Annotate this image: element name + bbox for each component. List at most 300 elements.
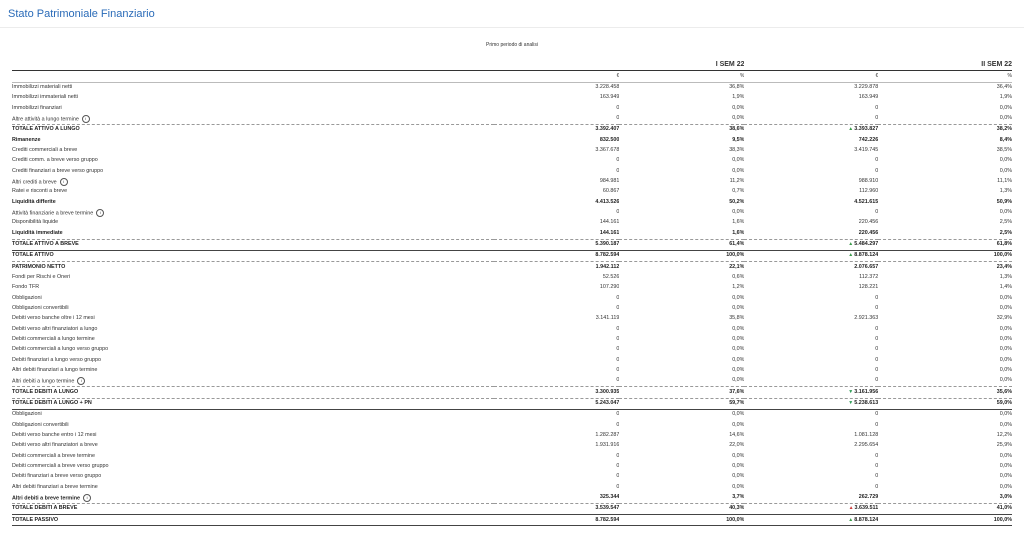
value-period-1: 0	[494, 114, 619, 125]
pct-period-2: 0,0%	[999, 483, 1012, 490]
value-period-2	[744, 355, 878, 365]
row-label	[12, 218, 494, 228]
value-period-1: 0	[616, 325, 620, 332]
table-row	[12, 273, 1012, 283]
trend-up-icon: ▲	[848, 126, 854, 133]
row-label-text: Debiti verso altri finanziatori a lungo	[12, 325, 98, 332]
pct-period-2: 100,0%	[878, 250, 1012, 261]
pct-period-1: 1,9%	[732, 94, 745, 101]
pct-period-2: 1,3%	[999, 188, 1012, 195]
unit-pct-1: %	[619, 71, 744, 82]
unit-spacer	[12, 71, 494, 82]
row-label	[12, 283, 494, 293]
pct-period-2: 0,0%	[999, 356, 1012, 363]
pct-period-1: 50,2%	[729, 198, 745, 205]
row-label-text: TOTALE ATTIVO A BREVE	[12, 241, 79, 248]
table-row	[12, 197, 1012, 207]
pct-period-2: 0,0%	[999, 325, 1012, 332]
table-row	[12, 472, 1012, 482]
value-period-2-text: 262.729	[858, 493, 879, 500]
row-label	[12, 250, 494, 261]
value-period-1: 0	[616, 335, 620, 342]
value-period-2-text: 0	[875, 411, 879, 418]
table-row	[12, 314, 1012, 324]
value-period-1: 107.290	[599, 284, 620, 291]
period-2-header: II SEM 22	[744, 60, 1012, 71]
value-period-1: 0	[616, 305, 620, 311]
table-row	[12, 366, 1012, 376]
value-period-1: 0	[616, 346, 620, 353]
row-label	[12, 177, 494, 187]
value-period-2	[744, 283, 878, 293]
row-label	[12, 324, 494, 334]
row-label-text: Obbligazioni	[12, 294, 42, 301]
value-period-2	[744, 482, 878, 492]
pct-period-2: 0,0%	[999, 452, 1012, 459]
value-period-1: 1.282.287	[595, 431, 620, 438]
value-period-2	[744, 376, 878, 387]
pct-period-2: 35,6%	[878, 387, 1012, 398]
value-period-2	[744, 451, 878, 461]
row-label	[12, 366, 494, 376]
value-period-1: 325.344	[494, 492, 619, 503]
value-period-2	[744, 366, 878, 376]
row-label	[12, 228, 494, 239]
pct-period-2: 0,0%	[878, 114, 1012, 125]
balance-sheet-table	[12, 60, 1012, 526]
pct-period-1: 0,6%	[732, 274, 745, 281]
table-row	[12, 387, 1012, 398]
pct-period-2: 61,8%	[878, 239, 1012, 250]
pct-period-2: 3,0%	[878, 492, 1012, 503]
pct-period-2: 38,5%	[996, 147, 1012, 154]
value-period-1: 3.539.547	[494, 503, 619, 514]
table-row	[12, 324, 1012, 334]
table-row	[12, 156, 1012, 166]
row-label-text: Fondo TFR	[12, 284, 40, 291]
value-period-2-text: 0	[875, 305, 879, 311]
value-period-1: 0	[616, 462, 620, 469]
row-label	[12, 197, 494, 207]
table-row	[12, 208, 1012, 218]
value-period-2	[744, 273, 878, 283]
value-period-1: 0	[616, 473, 620, 480]
row-label	[12, 208, 494, 218]
trend-up-icon: ▲	[848, 241, 854, 248]
value-period-2-text: 128.221	[858, 284, 879, 291]
value-period-2	[744, 324, 878, 334]
pct-period-1: 22,0%	[729, 442, 745, 449]
row-label	[12, 304, 494, 314]
pct-period-1: 0,0%	[732, 462, 745, 469]
row-label-text: Fondi per Rischi e Oneri	[12, 274, 71, 281]
table-row	[12, 93, 1012, 103]
value-period-2-text: 2.076.657	[854, 263, 879, 270]
pct-period-1: 11,2%	[729, 178, 745, 185]
value-period-2	[744, 335, 878, 345]
value-period-2-text: 163.949	[858, 94, 879, 101]
pct-period-1: 9,5%	[732, 136, 745, 143]
pct-period-2: 36,4%	[996, 84, 1012, 91]
pct-period-1: 0,7%	[732, 188, 745, 195]
table-row	[12, 114, 1012, 125]
value-period-2	[744, 250, 878, 261]
row-label-text: Crediti commerciali a breve	[12, 147, 78, 154]
table-row	[12, 304, 1012, 314]
table-row	[12, 335, 1012, 345]
value-period-2-text: 3.639.511	[854, 505, 879, 512]
row-label-text: Obbligazioni convertibili	[12, 305, 69, 311]
value-period-1: 0	[616, 104, 620, 111]
row-label-text: Debiti commerciali a lungo verso gruppo	[12, 346, 109, 353]
pct-period-1: 0,0%	[732, 305, 745, 311]
pct-period-1: 22,1%	[729, 263, 745, 270]
value-period-2-text: 3.393.827	[854, 126, 879, 133]
value-period-2	[744, 82, 878, 93]
pct-period-1: 0,0%	[732, 411, 745, 418]
value-period-1: 0	[616, 452, 620, 459]
value-period-1: 0	[494, 376, 619, 387]
pct-period-1: 0,0%	[732, 294, 745, 301]
pct-period-2: 0,0%	[878, 376, 1012, 387]
row-label-text: TOTALE PASSIVO	[12, 516, 59, 523]
row-label-text: Debiti verso banche entro i 12 mesi	[12, 431, 97, 438]
trend-up-icon: ▲	[848, 252, 854, 259]
table-row	[12, 345, 1012, 355]
pct-period-2: 32,9%	[996, 315, 1012, 322]
row-label-text: TOTALE ATTIVO A LUNGO	[12, 126, 80, 133]
trend-up-icon: ▲	[848, 516, 854, 523]
value-period-2-text: 0	[875, 115, 879, 122]
table-row	[12, 515, 1012, 526]
pct-period-2: 38,2%	[996, 126, 1012, 133]
value-period-2-text: 2.295.654	[854, 442, 879, 449]
header-spacer	[12, 60, 494, 71]
value-period-2	[744, 187, 878, 197]
value-period-2-text: 0	[875, 209, 879, 216]
pct-period-2: 59,0%	[878, 398, 1012, 409]
value-period-2	[744, 304, 878, 314]
row-label-text: Altri debiti finanziari a breve termine	[12, 483, 98, 490]
value-period-1: 5.390.187	[494, 239, 619, 250]
row-label	[12, 472, 494, 482]
value-period-2	[744, 177, 878, 187]
value-period-2	[744, 409, 878, 420]
row-label	[12, 135, 494, 145]
table-row	[12, 82, 1012, 93]
value-period-2	[744, 461, 878, 471]
value-period-2-text: 220.456	[858, 229, 879, 236]
pct-period-2: 0,0%	[999, 157, 1012, 164]
table-row	[12, 250, 1012, 261]
unit-pct-2: %	[878, 71, 1012, 82]
info-icon[interactable]: i	[83, 494, 91, 502]
value-period-2	[744, 208, 878, 218]
value-period-2-text: 0	[875, 462, 879, 469]
title-divider	[0, 27, 1024, 28]
unit-row	[12, 71, 1012, 82]
pct-period-2: 0,0%	[999, 366, 1012, 373]
value-period-2-text: 8.878.124	[854, 252, 879, 259]
row-label	[12, 387, 494, 398]
value-period-2-text: 220.456	[858, 219, 879, 226]
row-label	[12, 114, 494, 125]
row-label-text: Immobilizzi immateriali netti	[12, 94, 78, 101]
table-row	[12, 420, 1012, 430]
value-period-2-text: 0	[875, 473, 879, 480]
pct-period-1: 0,0%	[732, 157, 745, 164]
trend-warning-icon: ▲	[848, 505, 854, 512]
value-period-1: 832.500	[599, 136, 620, 143]
pct-period-2: 41,0%	[878, 503, 1012, 514]
table-row	[12, 228, 1012, 239]
pct-period-2: 12,2%	[996, 431, 1012, 438]
value-period-2	[744, 314, 878, 324]
row-label-text: Debiti finanziari a lungo verso gruppo	[12, 356, 101, 363]
value-period-1: 3.141.119	[595, 315, 620, 322]
row-label-text: Altri debiti finanziari a lungo termine	[12, 366, 98, 373]
pct-period-1: 1,6%	[619, 228, 744, 239]
page-title: Stato Patrimoniale Finanziario	[8, 8, 155, 20]
pct-period-1: 0,0%	[732, 167, 745, 174]
value-period-2-text: 0	[875, 483, 879, 490]
row-label	[12, 461, 494, 471]
value-period-1: 3.300.935	[494, 387, 619, 398]
value-period-2	[744, 239, 878, 250]
row-label-text: TOTALE DEBITI A LUNGO + PN	[12, 399, 92, 406]
value-period-2	[744, 156, 878, 166]
value-period-2	[744, 146, 878, 156]
value-period-1: 52.526	[602, 274, 620, 281]
table-row	[12, 441, 1012, 451]
row-label-text: Debiti verso altri finanziatori a breve	[12, 442, 98, 449]
value-period-1: 0	[616, 294, 620, 301]
value-period-1: 0	[616, 366, 620, 373]
row-label	[12, 355, 494, 365]
value-period-2-text: 742.226	[858, 136, 879, 143]
value-period-2	[744, 430, 878, 440]
pct-period-1: 61,4%	[619, 239, 744, 250]
value-period-2	[744, 124, 878, 135]
value-period-2-text: 988.910	[858, 178, 879, 185]
row-label-text: Liquidità immediate	[12, 229, 63, 236]
info-icon[interactable]: i	[60, 178, 68, 186]
row-label	[12, 345, 494, 355]
value-period-2	[744, 228, 878, 239]
value-period-2-text: 3.161.956	[854, 388, 879, 395]
value-period-2-text: 8.878.124	[854, 516, 879, 523]
info-icon[interactable]: i	[82, 115, 90, 123]
pct-period-1: 38,6%	[729, 126, 745, 133]
row-label-text: TOTALE DEBITI A LUNGO	[12, 388, 79, 395]
pct-period-2: 0,0%	[999, 335, 1012, 342]
pct-period-1: 0,0%	[732, 335, 745, 342]
value-period-2	[744, 398, 878, 409]
value-period-2	[744, 135, 878, 145]
pct-period-2: 1,9%	[999, 94, 1012, 101]
value-period-1: 60.867	[602, 188, 620, 195]
row-label	[12, 187, 494, 197]
value-period-1: 984.981	[599, 178, 620, 185]
pct-period-2: 11,1%	[997, 178, 1012, 185]
value-period-1: 5.243.047	[494, 398, 619, 409]
pct-period-2: 0,0%	[999, 294, 1012, 301]
row-label-text: Crediti comm. a breve verso gruppo	[12, 157, 98, 164]
table-row	[12, 492, 1012, 503]
row-label	[12, 451, 494, 461]
row-label-text: Debiti verso banche oltre i 12 mesi	[12, 315, 95, 322]
value-period-2-text: 0	[875, 104, 879, 111]
value-period-2-text: 0	[875, 421, 879, 428]
row-label	[12, 420, 494, 430]
row-label-text: TOTALE DEBITI A BREVE	[12, 505, 78, 512]
row-label-text: Ratei e risconti a breve	[12, 188, 68, 195]
row-label	[12, 82, 494, 93]
pct-period-1: 0,0%	[732, 209, 745, 216]
pct-period-1: 100,0%	[619, 515, 744, 526]
row-label	[12, 93, 494, 103]
value-period-2-text: 4.521.615	[854, 198, 879, 205]
row-label	[12, 314, 494, 324]
pct-period-2: 1,4%	[999, 284, 1012, 291]
row-label	[12, 156, 494, 166]
value-period-2	[744, 515, 878, 526]
table-row	[12, 187, 1012, 197]
row-label	[12, 398, 494, 409]
pct-period-1: 0,0%	[732, 421, 745, 428]
info-icon[interactable]: i	[96, 209, 104, 217]
value-period-2	[744, 503, 878, 514]
value-period-2	[744, 472, 878, 482]
table-row	[12, 262, 1012, 273]
value-period-1: 163.949	[599, 94, 620, 101]
row-label	[12, 273, 494, 283]
table-row	[12, 283, 1012, 293]
table-row	[12, 430, 1012, 440]
pct-period-2: 0,0%	[999, 167, 1012, 174]
info-icon[interactable]: i	[77, 377, 85, 385]
pct-period-1: 3,7%	[619, 492, 744, 503]
pct-period-1: 37,6%	[619, 387, 744, 398]
value-period-1: 144.161	[494, 228, 619, 239]
row-label	[12, 293, 494, 303]
value-period-2	[744, 197, 878, 207]
pct-period-1: 0,0%	[732, 346, 745, 353]
row-label-text: Crediti finanziari a breve verso gruppo	[12, 167, 104, 174]
row-label	[12, 430, 494, 440]
pct-period-1: 0,0%	[732, 356, 745, 363]
value-period-2-text: 0	[875, 346, 879, 353]
value-period-1: 0	[616, 209, 620, 216]
value-period-1: 8.782.594	[494, 515, 619, 526]
value-period-2-text: 5.238.613	[854, 399, 879, 406]
value-period-2	[744, 420, 878, 430]
value-period-1: 0	[616, 483, 620, 490]
value-period-2-text: 5.484.297	[854, 241, 879, 248]
value-period-2	[744, 166, 878, 176]
value-period-1: 0	[616, 157, 620, 164]
row-label	[12, 103, 494, 113]
value-period-2	[744, 218, 878, 228]
table-row	[12, 398, 1012, 409]
pct-period-1: 0,0%	[732, 104, 745, 111]
value-period-1: 1.931.916	[595, 442, 620, 449]
table-row	[12, 124, 1012, 135]
value-period-2	[744, 441, 878, 451]
pct-period-2: 2,5%	[999, 219, 1012, 226]
table-row	[12, 293, 1012, 303]
row-label-text: Debiti commerciali a breve verso gruppo	[12, 462, 109, 469]
row-label	[12, 441, 494, 451]
pct-period-2: 0,0%	[999, 104, 1012, 111]
value-period-2-text: 0	[875, 377, 879, 384]
table-row	[12, 218, 1012, 228]
unit-value-2: €	[744, 71, 878, 82]
value-period-2-text: 112.372	[859, 274, 879, 281]
pct-period-1: 35,8%	[729, 315, 745, 322]
value-period-1: 3.392.407	[595, 126, 620, 133]
row-label-text: Altri crediti a breve	[12, 179, 57, 186]
value-period-2	[744, 262, 878, 273]
pct-period-1: 59,7%	[619, 398, 744, 409]
value-period-1: 0	[616, 421, 620, 428]
table-row	[12, 461, 1012, 471]
value-period-2-text: 2.921.363	[854, 315, 879, 322]
pct-period-2: 0,0%	[999, 421, 1012, 428]
value-period-2-text: 0	[875, 294, 879, 301]
table-row	[12, 482, 1012, 492]
value-period-2-text: 0	[875, 452, 879, 459]
row-label	[12, 262, 494, 273]
pct-period-2: 0,0%	[999, 462, 1012, 469]
pct-period-1: 0,0%	[732, 452, 745, 459]
pct-period-2: 0,0%	[999, 209, 1012, 216]
table-row	[12, 376, 1012, 387]
row-label	[12, 376, 494, 387]
pct-period-2: 0,0%	[999, 411, 1012, 418]
row-label	[12, 515, 494, 526]
row-label	[12, 166, 494, 176]
table-row	[12, 135, 1012, 145]
table-row	[12, 355, 1012, 365]
period-1-header: I SEM 22	[494, 60, 744, 71]
pct-period-2: 1,3%	[999, 274, 1012, 281]
row-label	[12, 124, 494, 135]
value-period-2-text: 0	[875, 157, 879, 164]
value-period-2-text: 0	[875, 335, 879, 342]
row-label	[12, 409, 494, 420]
row-label-text: Rimanenze	[12, 136, 41, 143]
table-row	[12, 239, 1012, 250]
row-label-text: PATRIMONIO NETTO	[12, 263, 66, 270]
row-label-text: Altre attività a lungo termine	[12, 116, 79, 123]
value-period-2-text: 0	[875, 325, 879, 332]
pct-period-1: 100,0%	[619, 250, 744, 261]
table-row	[12, 409, 1012, 420]
pct-period-2: 25,9%	[996, 442, 1012, 449]
pct-period-2: 2,5%	[878, 228, 1012, 239]
pct-period-2: 0,0%	[999, 346, 1012, 353]
pct-period-1: 0,0%	[732, 483, 745, 490]
value-period-1: 3.367.678	[595, 147, 620, 154]
row-label-text: Disponibilità liquide	[12, 219, 59, 226]
row-label-text: Altri debiti a lungo termine	[12, 378, 75, 385]
pct-period-1: 14,6%	[729, 431, 745, 438]
row-label-text: Obbligazioni convertibili	[12, 421, 69, 428]
row-label	[12, 146, 494, 156]
row-label	[12, 239, 494, 250]
pct-period-1: 36,8%	[729, 84, 745, 91]
